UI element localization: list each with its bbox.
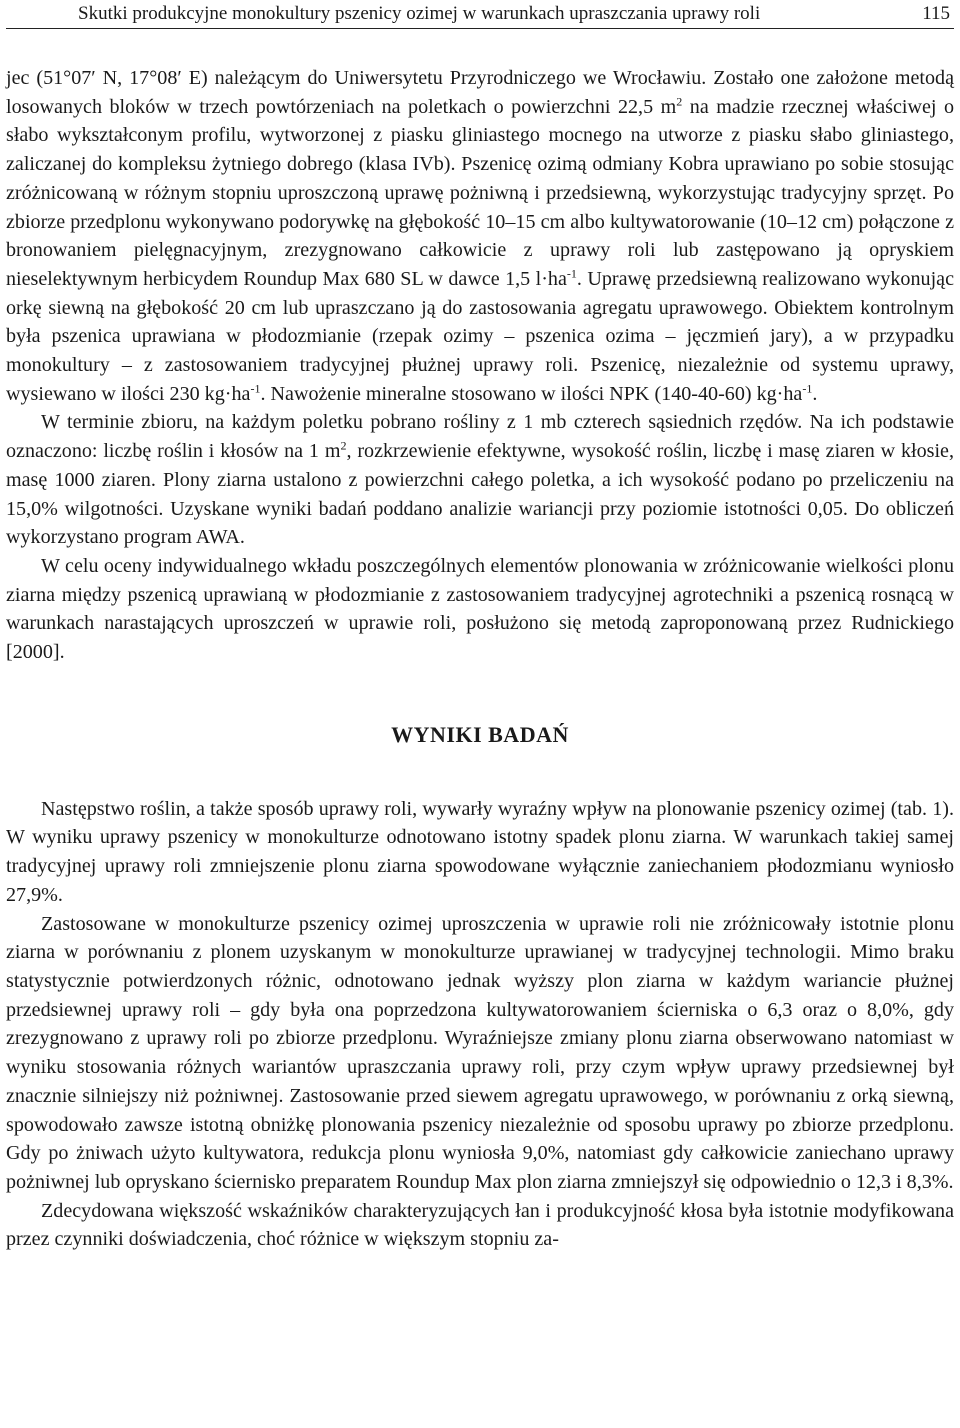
section-heading: WYNIKI BADAŃ	[391, 721, 569, 747]
paragraph-results-1: Następstwo roślin, a także sposób uprawy roli, wywarły wyraźny wpływ na plonowanie pszenicy ozimej (tab. 1). W wyniku uprawy pszenicy w monokulturze odnotowano istotny spadek plonu ziarna. W warunkach takiej samej tradycyjnej uprawy roli zmniejszenie plonu ziarna spowodowane wyłącznie zaniechaniem płodozmianu wyniosło 27,9%.	[6, 797, 954, 906]
paragraph-methods-continued: jec (51°07′ N, 17°08′ E) należącym do Uniwersytetu Przyrodniczego we Wrocławiu. Zostało one założone metodą losowanych bloków w trzech powtórzeniach na poletkach o powierzchni 22,5 $m^2$ na madzie rzecznej właściwej o słabo wykształconym profilu, wytworzonej z piasku gliniastego mocnego na utworze z piasku słabo gliniastego, zaliczanej do kompleksu żytniego dobrego (klasa IVb). Pszenicę ozimą odmiany Kobra uprawiano po sobie stosując zróżnicowaną w różnym stopniu uproszczoną uprawę pożniwną i przedsiewną, wykorzystując tradycyjny sprzęt. Po zbiorze przedplonu wykonywano podorywkę na głębokość 10–15 cm albo kultywatorowanie (10–12 cm) połączone z bronowaniem pielęgnacyjnym, zrezygnowano całkowicie z uprawy roli lub zastępowano ją opryskiem nieselektywnym herbicydem Roundup Max 680 SL w dawce 1,5 $l\cdot ha^{-1}$. Uprawę przedsiewną realizowano wykonując orkę siewną na głębokość 20 cm lub upraszczano ją do zastosowania agregatu uprawowego. Obiektem kontrolnym była pszenica uprawiana w płodozmianie (rzepak ozimy – pszenica ozima – jęczmień jary), a w przypadku monokultury – z zastosowaniem tradycyjnej płużnej uprawy roli. Pszenicę, niezależnie od systemu uprawy, wysiewano w ilości 230 $kg\cdot ha^{-1}$. Nawożenie mineralne stosowano w ilości NPK (140-40-60) $kg\cdot ha^{-1}$.	[6, 67, 955, 405]
article-body	[6, 64, 954, 1254]
paragraph-sampling: W terminie zbioru, na każdym poletku pobrano rośliny z 1 mb czterech sąsiednich rzędów. Na ich podstawie oznaczono: liczbę roślin i kłosów na 1 $m^2$, rozkrzewienie efektywne, wysokość roślin, liczbę i masę ziaren w kłosie, masę 1000 ziaren. Plony ziarna ustalono z powierzchni całego poletka, a ich wysokość podano po przeliczeniu na 15,0% wilgotności. Uzyskane wyniki badań poddano analizie wariancji przy poziomie istotności 0,05. Do obliczeń wykorzystano program AWA.	[6, 411, 954, 549]
paragraph-method-rudnicki: W celu oceny indywidualnego wkładu poszczególnych elementów plonowania w zróżnicowanie wielkości plonu ziarna między pszenicą uprawianą w płodozmianie z zastosowaniem tradycyjnej agrotechniki a pszenicą rosnącą w warunkach narastających uproszczeń w uprawie roli, posłużono się metodą zaproponowaną przez Rudnickiego [2000].	[6, 554, 954, 664]
paragraph-results-3: Zdecydowana większość wskaźników charakteryzujących łan i produkcyjność kłosa była istotnie modyfikowana przez czynniki doświadczenia, choć różnice w większym stopniu za-	[6, 1199, 954, 1251]
running-header-title: Skutki produkcyjne monokultury pszenicy ozimej w warunkach upraszczania uprawy roli	[78, 3, 761, 24]
running-header	[6, 2, 954, 29]
paragraph-results-2: Zastosowane w monokulturze pszenicy ozimej uproszczenia w uprawie roli nie zróżnicowały istotnie plonu ziarna w porównaniu z plonem uzyskanym w monokulturze uprawianej w tradycyjnej technologii. Mimo braku statystycznie potwierdzonych różnic, odnotowano jednak wyższy plon ziarna w każdym wariancie płużnej przedsiewnej uprawy roli – gdy była ona poprzedzona kultywatorowaniem ścierniska o 6,3 oraz o 8,0%, gdy zrezygnowano z uprawy roli po zbiorze przedplonu. Wyraźniejsze zmiany plonu ziarna obserwowano natomiast w wyniku stosowania różnych wariantów upraszczania uprawy roli, przy czym wpływ uprawy przedsiewnej był znacznie silniejszy niż pożniwnej. Zastosowanie przed siewem agregatu uprawowego, w porównaniu z orką siewną, spowodowało zawsze istotną obniżkę plonowania pszenicy niezależnie od sposobu uprawy po zbiorze przedplonu. Gdy po żniwach użyto kultywatora, redukcja plonu wyniosła 9,0%, natomiast gdy całkowicie zaniechano uprawy pożniwnej lub opryskano ściernisko preparatem Roundup Max plon ziarna zmniejszył się odpowiednio o 12,3 i 8,3%.	[6, 912, 954, 1193]
page-number: 115	[922, 3, 950, 24]
